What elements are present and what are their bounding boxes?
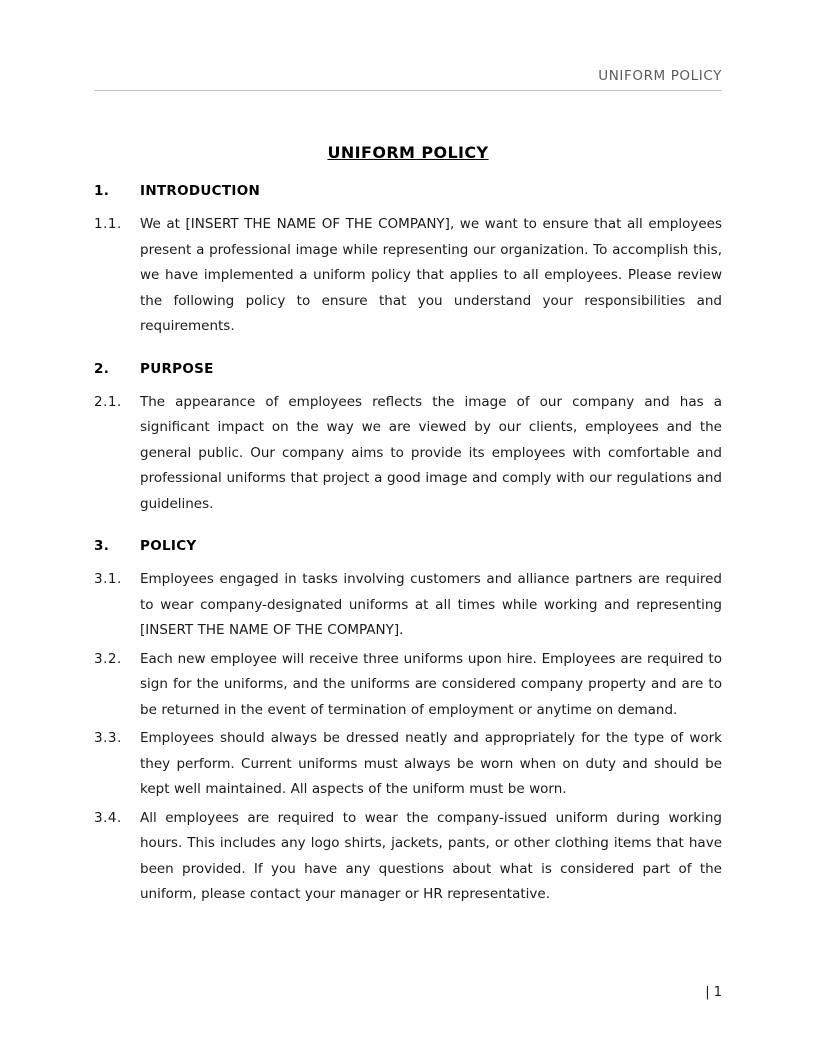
clause-list <box>94 212 722 340</box>
page-footer <box>94 985 722 1000</box>
clause <box>94 390 722 518</box>
section-title: PURPOSE <box>140 360 214 377</box>
page-number: | 1 <box>705 985 722 1000</box>
clause-text: Employees engaged in tasks involving customers and alliance partners are required to wear company-designated uniforms at all times while working and representing [INSERT THE NAME OF THE COMPANY]. <box>140 571 722 638</box>
clause <box>94 726 722 803</box>
clause-list <box>94 567 722 908</box>
clause-text: The appearance of employees reflects the image of our company and has a significant impact on the way we are viewed by our clients, employees and the general public. Our company aims to provide its employees with comfortable and professional uniforms that project a good image and comply with our regulations and guidelines. <box>140 393 722 512</box>
page-title: UNIFORM POLICY <box>327 143 489 162</box>
clause-number: 3.3. <box>94 730 122 746</box>
section-number: 3. <box>94 538 110 554</box>
section-title: INTRODUCTION <box>140 183 261 199</box>
section-heading <box>94 538 722 554</box>
section-number: 1. <box>94 183 110 199</box>
section-introduction <box>94 183 722 340</box>
section-heading <box>94 183 722 199</box>
clause-text: Each new employee will receive three uniforms upon hire. Employees are required to sign for the uniforms, and the uniforms are considered company property and are to be returned in the event of termination of employment or anytime on demand. <box>140 650 722 718</box>
section-number: 2. <box>94 360 110 377</box>
section-purpose <box>94 361 722 518</box>
clause-text: All employees are required to wear the company-issued uniform during working hours. This includes any logo shirts, jackets, pants, or other clothing items that have been provided. If you have any questions about what is considered part of the uniform, please contact your manager or HR representative. <box>140 809 722 902</box>
clause-number: 3.1. <box>94 571 122 587</box>
clause <box>94 567 722 644</box>
section-heading <box>94 361 722 377</box>
section-title: POLICY <box>140 538 197 554</box>
clause-text: Employees should always be dressed neatly and appropriately for the type of work they perform. Current uniforms must always be worn when on duty and should be kept well maintained. All aspects of the uniform must be worn. <box>140 730 722 797</box>
clause-text: We at [INSERT THE NAME OF THE COMPANY], we want to ensure that all employees present a professional image while representing our organization. To accomplish this, we have implemented a uniform policy that applies to all employees. Please review the following policy to ensure that you understand your responsibilities and requirements. <box>140 216 722 334</box>
clause-number: 1.1. <box>94 216 122 232</box>
section-policy <box>94 538 722 908</box>
clause <box>94 806 722 908</box>
header-title: UNIFORM POLICY <box>598 68 722 84</box>
clause-list <box>94 390 722 518</box>
clause-number: 2.1. <box>94 393 122 410</box>
clause-number: 3.4. <box>94 809 122 826</box>
clause-number: 3.2. <box>94 650 122 667</box>
clause <box>94 647 722 724</box>
page-header <box>94 40 722 91</box>
clause <box>94 212 722 340</box>
